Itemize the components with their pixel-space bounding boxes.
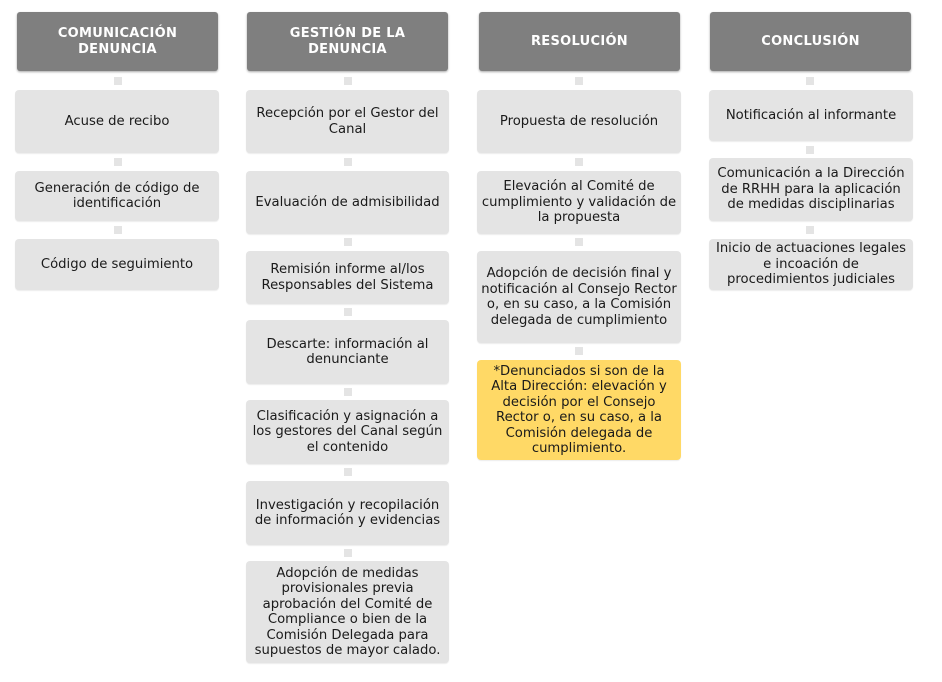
column-header-resolucion: RESOLUCIÓN: [479, 12, 680, 71]
step-medidas-provisionales: Adopción de medidas provisionales previa aprobación del Comité de Compliance o bien de la Comisión Delegada para supuestos de mayor calado.: [246, 561, 449, 663]
step-adopcion-decision: Adopción de decisión final y notificación al Consejo Rector o, en su caso, a la Comisión delegada de cumplimiento: [477, 251, 681, 343]
step-clasificacion-asignacion: Clasificación y asignación a los gestores del Canal según el contenido: [246, 400, 449, 464]
step-investigacion: Investigación y recopilación de información y evidencias: [246, 481, 449, 545]
step-generacion-codigo: Generación de código de identificación: [15, 171, 219, 221]
step-elevacion-comite: Elevación al Comité de cumplimiento y validación de la propuesta: [477, 171, 681, 234]
step-recepcion-gestor: Recepción por el Gestor del Canal: [246, 90, 449, 153]
flow-connector: [575, 77, 583, 85]
step-comunicacion-rrhh: Comunicación a la Dirección de RRHH para la aplicación de medidas disciplinarias: [709, 158, 913, 221]
flow-connector: [344, 158, 352, 166]
flow-connector: [575, 347, 583, 355]
flow-connector: [806, 77, 814, 85]
step-evaluacion-admisibilidad: Evaluación de admisibilidad: [246, 171, 449, 234]
flow-connector: [344, 308, 352, 316]
column-header-conclusion: CONCLUSIÓN: [710, 12, 911, 71]
step-actuaciones-legales: Inicio de actuaciones legales e incoación de procedimientos judiciales: [709, 239, 913, 290]
flow-connector: [344, 549, 352, 557]
column-header-comunicacion: COMUNICACIÓN DENUNCIA: [17, 12, 218, 71]
step-alta-direccion-note: *Denunciados si son de la Alta Dirección: elevación y decisión por el Consejo Rector o, en su caso, a la Comisión delegada de cumplimiento.: [477, 360, 681, 460]
flow-connector: [344, 77, 352, 85]
step-codigo-seguimiento: Código de seguimiento: [15, 239, 219, 290]
flow-connector: [344, 238, 352, 246]
step-acuse-recibo: Acuse de recibo: [15, 90, 219, 153]
step-descarte: Descarte: información al denunciante: [246, 320, 449, 384]
flow-connector: [575, 158, 583, 166]
step-remision-informe: Remisión informe al/los Responsables del Sistema: [246, 251, 449, 304]
flow-connector: [114, 77, 122, 85]
flow-connector: [806, 226, 814, 234]
flow-connector: [575, 238, 583, 246]
flow-connector: [806, 146, 814, 154]
flow-connector: [114, 158, 122, 166]
step-notificacion-informante: Notificación al informante: [709, 90, 913, 141]
flow-connector: [344, 388, 352, 396]
step-propuesta-resolucion: Propuesta de resolución: [477, 90, 681, 153]
flow-connector: [344, 468, 352, 476]
flow-connector: [114, 226, 122, 234]
column-header-gestion: GESTIÓN DE LA DENUNCIA: [247, 12, 448, 71]
